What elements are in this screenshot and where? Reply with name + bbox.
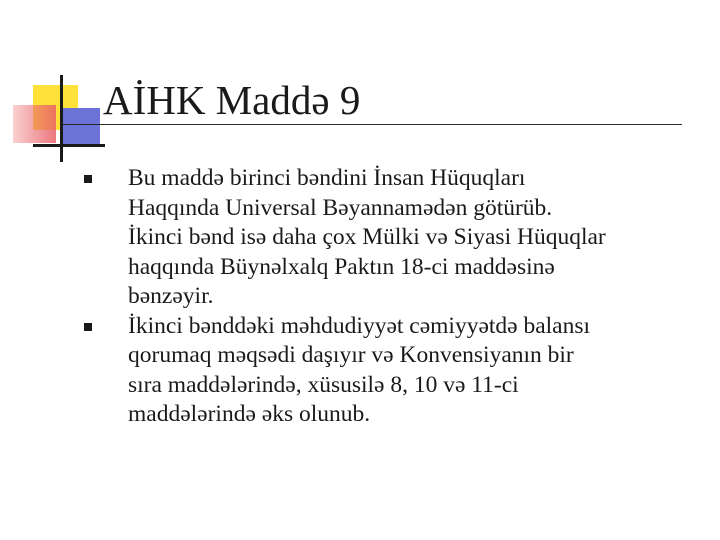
bullet-line: bənzəyir. <box>128 283 214 309</box>
square-bullet-icon <box>84 175 92 183</box>
bullet-line: İkinci bənd isə daha çox Mülki və Siyasi Hüquqlar <box>128 224 606 250</box>
bullet-list <box>128 164 698 430</box>
bullet-line: sıra maddələrində, xüsusilə 8, 10 və 11-ci <box>128 371 519 398</box>
bullet-line: maddələrində əks olunub. <box>128 401 371 427</box>
decorative-horizontal-line <box>33 144 105 147</box>
title-underline-rule <box>62 124 682 125</box>
slide-title: AİHK Maddə 9 <box>103 77 361 123</box>
bullet-line: Haqqında Universal Bəyannamədən götürüb. <box>128 194 553 221</box>
bullet-line: qorumaq məqsədi daşıyır və Konvensiyanın bir <box>128 342 574 368</box>
decorative-blue-square <box>62 108 100 146</box>
decorative-pink-square <box>13 105 56 143</box>
bullet-item <box>128 164 698 312</box>
bullet-line: İkinci bənddəki məhdudiyyət cəmiyyətdə balansı <box>128 312 591 339</box>
bullet-item <box>128 312 698 430</box>
decorative-vertical-line <box>60 75 63 162</box>
bullet-line: haqqında Büynəlxalq Paktın 18-ci maddəsinə <box>128 253 555 280</box>
bullet-line: Bu maddə birinci bəndini İnsan Hüquqları <box>128 165 526 191</box>
square-bullet-icon <box>84 323 92 331</box>
